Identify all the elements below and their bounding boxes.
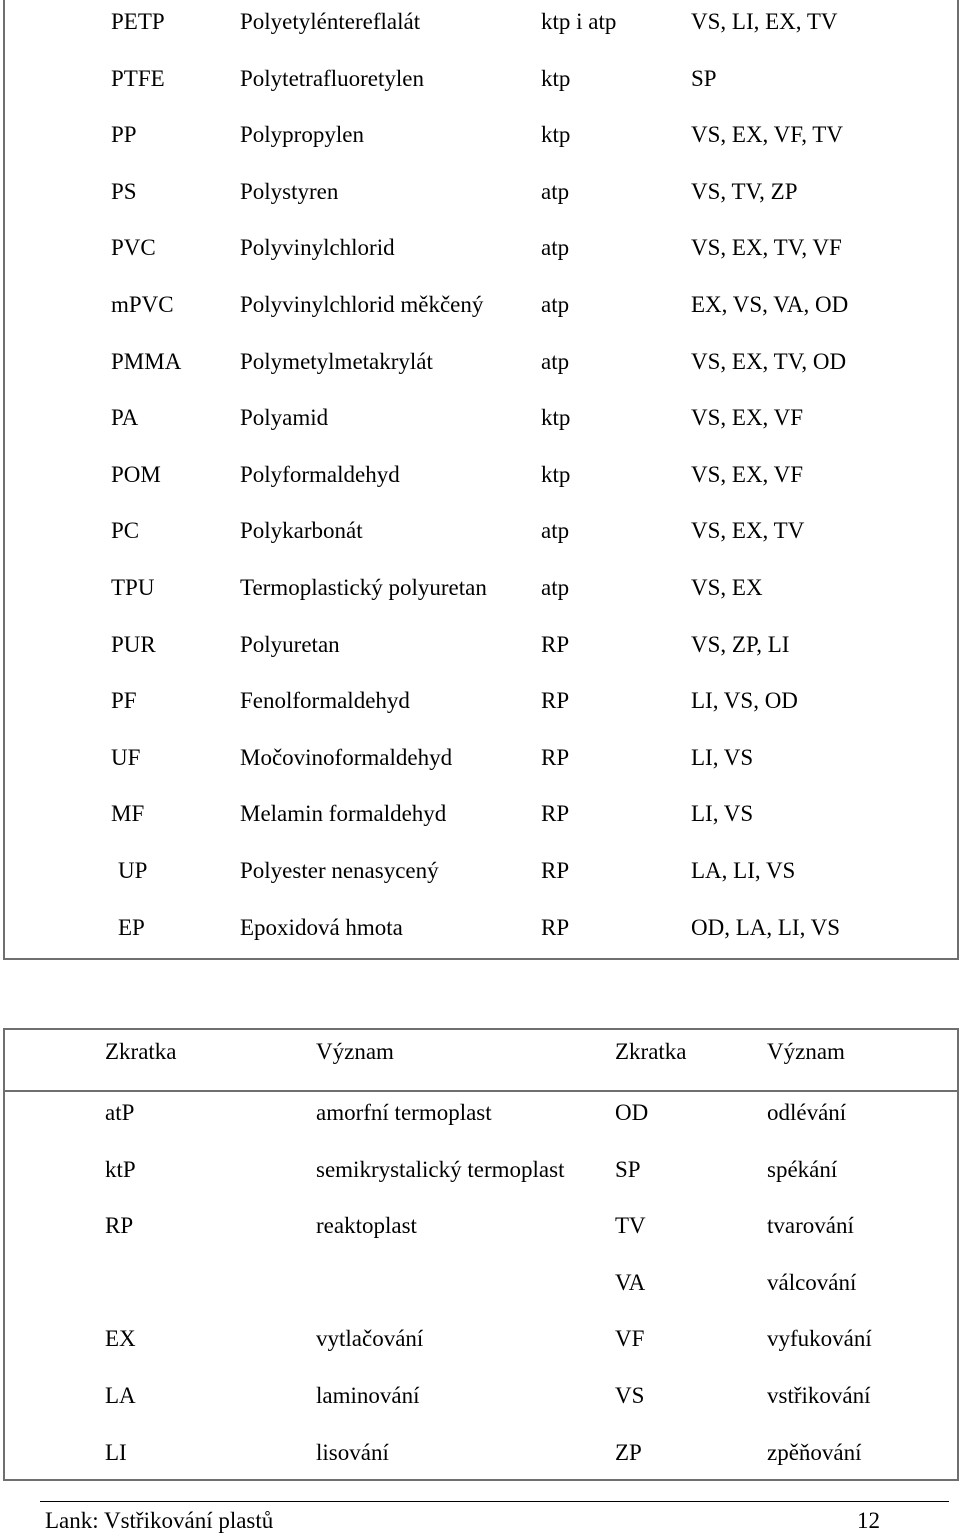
plastic-name: Polypropylen [240, 122, 364, 148]
processing-methods: VS, EX [691, 575, 763, 600]
processing-methods: SP [691, 65, 717, 91]
legend-abbreviation: LI [105, 1439, 127, 1465]
processing-methods: VS, LI, EX, TV [691, 9, 838, 34]
plastics-table [3, 0, 959, 960]
plastic-type: atp [541, 235, 570, 261]
plastic-type: atp [541, 292, 570, 317]
plastic-type: atp [541, 348, 570, 374]
processing-methods: VS, EX, VF [691, 405, 804, 431]
table-row [5, 455, 957, 495]
table-row [5, 1093, 957, 1133]
plastic-name: Epoxidová hmota [240, 914, 403, 940]
legend-abbreviation: VS [615, 1383, 645, 1408]
legend-meaning: lisování [316, 1439, 389, 1465]
legend-meaning: vstřikování [767, 1383, 871, 1408]
plastic-abbreviation: mPVC [111, 292, 174, 317]
processing-methods: OD, LA, LI, VS [691, 914, 841, 940]
processing-methods: LI, VS [691, 744, 754, 770]
processing-methods: LI, VS, OD [691, 688, 798, 714]
plastic-abbreviation: UP [118, 858, 148, 883]
plastic-name: Polyetyléntereflalát [240, 9, 421, 34]
legend-header-meaning-1: Význam [316, 1039, 394, 1064]
legend-meaning: reaktoplast [316, 1213, 417, 1239]
legend-abbreviation: RP [105, 1213, 134, 1239]
processing-methods: VS, EX, VF, TV [691, 122, 843, 148]
plastic-abbreviation: PMMA [111, 348, 182, 374]
processing-methods: LA, LI, VS [691, 858, 796, 883]
abbreviation-legend-table [3, 1028, 959, 1481]
plastic-abbreviation: UF [111, 744, 141, 770]
legend-meaning: vyfukování [767, 1326, 872, 1352]
plastic-type: ktp [541, 405, 571, 431]
table-row [5, 285, 957, 325]
legend-meaning: odlévání [767, 1100, 847, 1125]
legend-abbreviation: ZP [615, 1439, 642, 1465]
legend-abbreviation: atP [105, 1100, 135, 1125]
legend-header-row [5, 1032, 957, 1072]
plastic-name: Polytetrafluoretylen [240, 65, 424, 91]
plastic-type: RP [541, 744, 570, 770]
processing-methods: LI, VS [691, 801, 754, 827]
plastic-name: Fenolformaldehyd [240, 688, 410, 714]
table-row [5, 172, 957, 212]
plastic-abbreviation: POM [111, 461, 161, 487]
plastic-name: Polyester nenasycený [240, 858, 439, 883]
plastic-abbreviation: PC [111, 518, 140, 544]
plastic-name: Melamin formaldehyd [240, 801, 447, 827]
processing-methods: VS, EX, VF [691, 461, 804, 487]
processing-methods: VS, EX, TV [691, 518, 805, 544]
table-row [5, 1263, 957, 1303]
plastic-name: Polyvinylchlorid [240, 235, 395, 261]
processing-methods: VS, ZP, LI [691, 631, 790, 657]
table-row [5, 851, 957, 891]
legend-meaning: válcování [767, 1269, 857, 1295]
plastic-type: RP [541, 631, 570, 657]
plastic-abbreviation: PA [111, 405, 139, 431]
legend-abbreviation: VF [615, 1326, 645, 1352]
footer-divider [40, 1501, 949, 1502]
plastic-abbreviation: PVC [111, 235, 156, 261]
legend-header-abbr-2: Zkratka [615, 1039, 687, 1064]
table-row [5, 738, 957, 778]
processing-methods: VS, EX, TV, OD [691, 348, 847, 374]
plastic-abbreviation: PP [111, 122, 137, 148]
legend-header-divider [5, 1090, 957, 1092]
plastic-name: Močovinoformaldehyd [240, 744, 453, 770]
plastic-abbreviation: PTFE [111, 65, 165, 91]
plastic-type: atp [541, 575, 570, 600]
table-row [5, 1150, 957, 1190]
table-row [5, 59, 957, 99]
legend-header-meaning-2: Význam [767, 1039, 845, 1064]
legend-abbreviation: VA [615, 1269, 646, 1295]
legend-abbreviation: TV [615, 1213, 646, 1239]
legend-meaning: spékání [767, 1156, 838, 1182]
table-row [5, 681, 957, 721]
plastic-name: Polykarbonát [240, 518, 363, 544]
plastic-type: ktp [541, 122, 571, 148]
plastic-type: atp [541, 518, 570, 544]
table-row [5, 568, 957, 608]
legend-abbreviation: SP [615, 1156, 641, 1182]
table-row [5, 1433, 957, 1473]
plastic-name: Polystyren [240, 178, 339, 204]
legend-header-abbr-1: Zkratka [105, 1039, 177, 1064]
processing-methods: VS, TV, ZP [691, 178, 798, 204]
table-row [5, 1206, 957, 1246]
table-row [5, 115, 957, 155]
plastic-type: atp [541, 178, 570, 204]
legend-abbreviation: OD [615, 1100, 649, 1125]
processing-methods: VS, EX, TV, VF [691, 235, 842, 261]
plastic-type: RP [541, 914, 570, 940]
processing-methods: EX, VS, VA, OD [691, 292, 849, 317]
plastic-abbreviation: PETP [111, 9, 165, 34]
plastic-abbreviation: EP [118, 914, 145, 940]
legend-abbreviation: ktP [105, 1156, 136, 1182]
legend-meaning: vytlačování [316, 1326, 424, 1352]
legend-meaning: semikrystalický termoplast [316, 1156, 565, 1182]
plastic-name: Polyformaldehyd [240, 461, 400, 487]
plastic-type: RP [541, 858, 570, 883]
plastic-abbreviation: PF [111, 688, 137, 714]
plastic-type: RP [541, 801, 570, 827]
plastic-abbreviation: PS [111, 178, 137, 204]
page-number: 12 [857, 1508, 880, 1533]
table-row [5, 228, 957, 268]
legend-meaning: laminování [316, 1383, 420, 1408]
plastic-name: Termoplastický polyuretan [240, 575, 487, 600]
table-row [5, 1376, 957, 1416]
legend-abbreviation: EX [105, 1326, 136, 1352]
table-row [5, 342, 957, 382]
plastic-abbreviation: TPU [111, 575, 155, 600]
table-row [5, 1319, 957, 1359]
plastic-name: Polyvinylchlorid měkčený [240, 292, 484, 317]
table-row [5, 625, 957, 665]
plastic-type: RP [541, 688, 570, 714]
legend-meaning: zpěňování [767, 1439, 862, 1465]
footer-label: Lank: Vstřikování plastů [45, 1508, 274, 1533]
plastic-name: Polyuretan [240, 631, 340, 657]
table-row [5, 908, 957, 948]
plastic-type: ktp i atp [541, 9, 617, 34]
legend-meaning: amorfní termoplast [316, 1100, 492, 1125]
plastic-abbreviation: PUR [111, 631, 156, 657]
legend-abbreviation: LA [105, 1383, 136, 1408]
plastic-type: ktp [541, 461, 571, 487]
table-row [5, 794, 957, 834]
plastic-name: Polyamid [240, 405, 329, 431]
table-row [5, 2, 957, 42]
plastic-type: ktp [541, 65, 571, 91]
table-row [5, 398, 957, 438]
table-row [5, 511, 957, 551]
legend-meaning: tvarování [767, 1213, 854, 1239]
plastic-abbreviation: MF [111, 801, 145, 827]
plastic-name: Polymetylmetakrylát [240, 348, 433, 374]
